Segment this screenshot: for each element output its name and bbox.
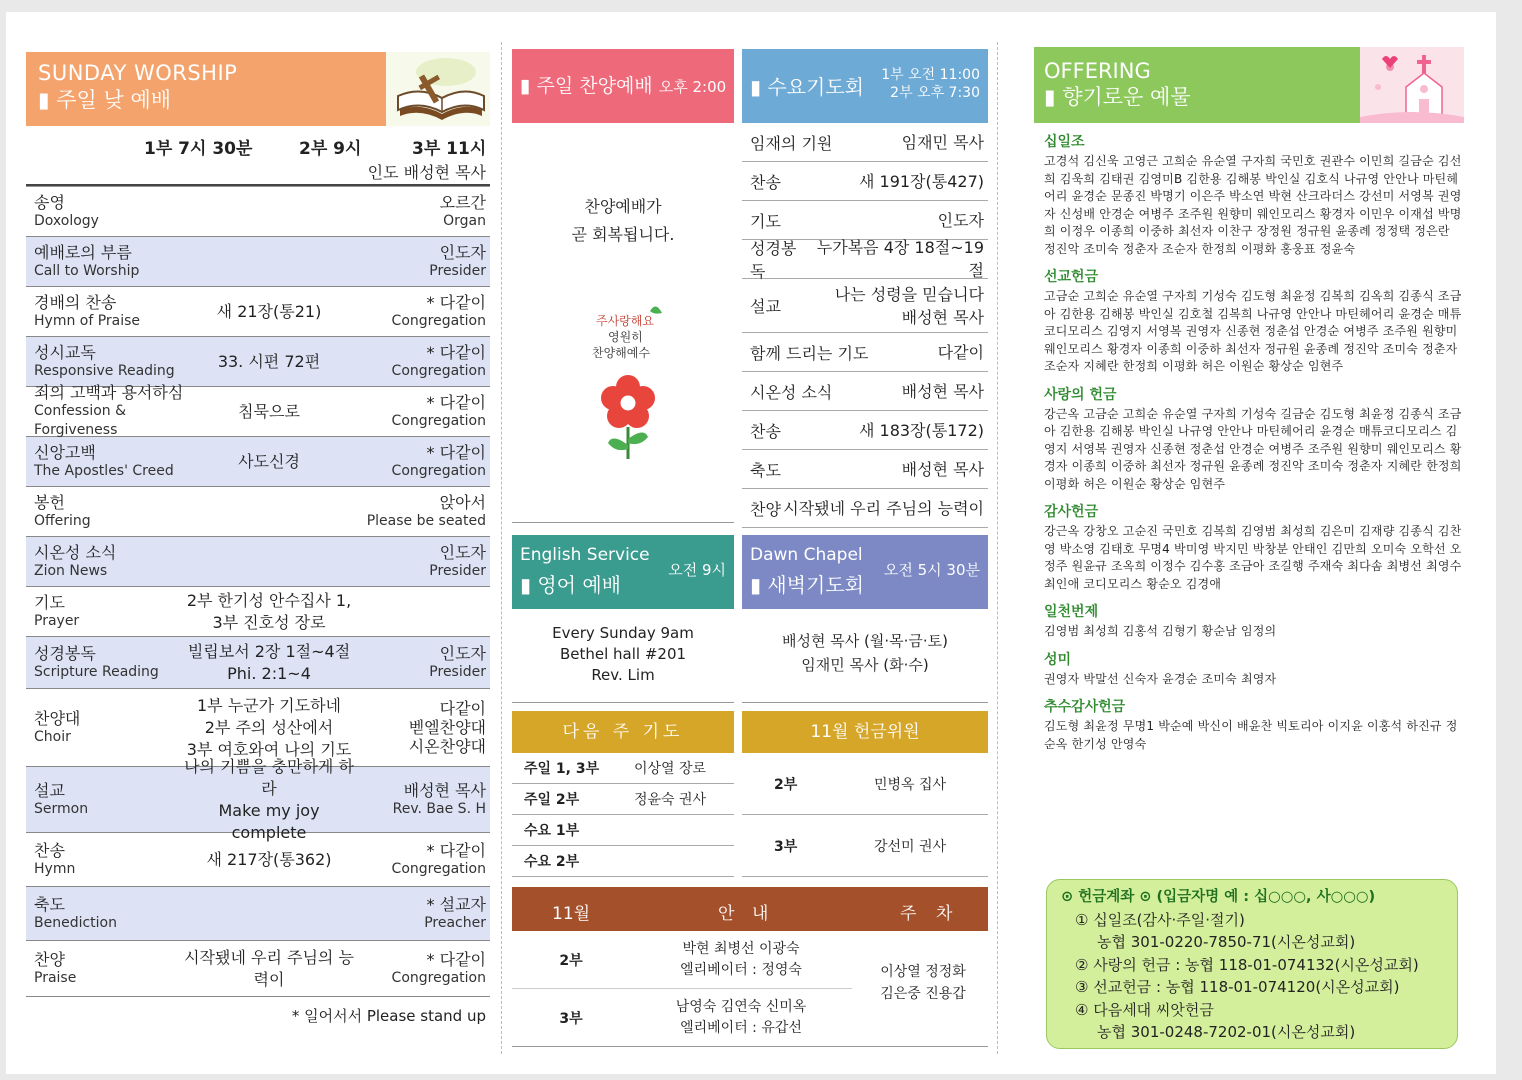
order-leader-ko: * 다같이 bbox=[426, 949, 486, 969]
dawn-chapel-info bbox=[742, 615, 988, 703]
guide-header-cha: 차 bbox=[936, 904, 953, 924]
order-row bbox=[26, 756, 490, 842]
order-item-label bbox=[34, 443, 184, 481]
order-leader-en: Please be seated bbox=[366, 512, 486, 529]
order-content-line: 2부 주의 성산에서 bbox=[204, 717, 334, 737]
order-item-content bbox=[184, 451, 354, 473]
offering-category bbox=[1034, 384, 1464, 494]
order-item-leader bbox=[354, 699, 486, 756]
time-third: 3부 11시 bbox=[412, 139, 487, 159]
english-line-1: Every Sunday 9am bbox=[552, 624, 694, 642]
english-line-2: Bethel hall #201 bbox=[559, 645, 687, 663]
wednesday-row bbox=[742, 123, 988, 162]
english-time: 오전 9시 bbox=[668, 561, 726, 579]
order-item-en: Benediction bbox=[34, 914, 117, 931]
wednesday-item: 찬송 bbox=[750, 172, 781, 192]
prayer-service: 주일 1, 3부 bbox=[524, 761, 600, 777]
parking-line-1: 이상열 정정화 bbox=[880, 964, 966, 980]
wednesday-item: 찬양 bbox=[750, 499, 781, 519]
order-leader-ko: 시온찬양대 bbox=[408, 737, 486, 756]
flower-caption-3: 찬양해예수 bbox=[592, 346, 650, 360]
wednesday-value bbox=[859, 419, 984, 442]
order-item-label bbox=[34, 709, 184, 747]
offering-category bbox=[1034, 649, 1464, 689]
order-content-line: 1부 누군가 기도하네 bbox=[197, 695, 341, 715]
wednesday-value-line: 나는 성령을 믿습니다 bbox=[834, 284, 984, 304]
praise-service-title: ▮ 주일 찬양예배 bbox=[520, 75, 653, 97]
guide-ushers: 남영숙 김연숙 신미옥 bbox=[675, 999, 807, 1015]
column-divider bbox=[997, 42, 998, 1054]
order-item-en: Call to Worship bbox=[34, 262, 140, 279]
order-leader-ko: * 다같이 bbox=[426, 840, 486, 860]
wednesday-row bbox=[742, 489, 988, 528]
order-item-label bbox=[34, 781, 184, 819]
offering-category-names: 고금순 고희순 유순열 구자희 기성숙 김도형 최윤정 김복희 김옥희 김종식 조금아 김한용 김해봉 박인실 김호철 김복희 나규영 안안나 마틴헤어리 윤경순 매튜코디모리스 김영지 서영복 권영자 신종현 정춘섭 안경순 여병주 조주원 원향미 웨인모리스 황경자 이종희 이중하 최선자 정규원 윤종례 정진악 조미숙 정춘자 조순자 지혜란 한정희 이평화 허은 이원순 황상순 임현주 bbox=[1044, 289, 1462, 373]
order-row bbox=[26, 437, 490, 487]
order-item-leader bbox=[354, 493, 486, 531]
wednesday-times bbox=[881, 66, 980, 102]
wednesday-value-line: 다같이 bbox=[937, 342, 984, 362]
bulletin-sheet bbox=[6, 12, 1496, 1074]
order-content-line: 새 21장(통21) bbox=[216, 301, 322, 321]
order-item-label bbox=[34, 644, 184, 682]
praise-service-time: 오후 2:00 bbox=[658, 78, 727, 96]
offering-category-names: 강근옥 고금순 고희순 유순열 구자희 기성숙 길금순 김도형 최윤정 김종식 조금아 김한용 김해봉 박인실 나규영 안안나 마틴헤어리 윤경순 매튜코디모리스 김영지 서영복 권영자 신종현 정춘섭 안경순 여병주 조주원 원향미 웨인모리스 황경자 이종희 이중하 최선자 정규원 윤종례 정진악 조미숙 정춘자 지혜란 한정희 이평화 허은 이원순 황상순 임현주 bbox=[1044, 406, 1462, 491]
order-leader-ko: 배성현 목사 bbox=[403, 780, 486, 800]
order-item-content bbox=[184, 947, 354, 991]
wednesday-item: 성경봉독 bbox=[750, 239, 797, 281]
order-item-en: Sermon bbox=[34, 800, 89, 817]
guide-row-staff bbox=[630, 997, 852, 1039]
praise-message bbox=[512, 193, 734, 249]
offering-committee-table bbox=[742, 753, 988, 877]
dawn-chapel-header bbox=[742, 535, 988, 609]
order-item-en: Confession & Forgiveness bbox=[34, 403, 127, 438]
order-leader-en: Congregation bbox=[391, 969, 486, 986]
praise-service-box bbox=[512, 123, 734, 523]
order-item-leader bbox=[354, 841, 486, 879]
order-leader-ko: 오르간 bbox=[439, 192, 486, 212]
offering-categories bbox=[1034, 131, 1464, 753]
service-times bbox=[26, 132, 490, 160]
order-row bbox=[26, 487, 490, 537]
offering-section bbox=[1034, 47, 1464, 1041]
wednesday-value bbox=[902, 131, 984, 154]
offering-category-names: 고경석 김신욱 고영근 고희순 유순열 구자희 국민호 권관수 이민희 길금순 김선희 김욱희 김태권 김영미B 김한용 김해봉 박인실 김호식 나규영 안안나 마틴헤어리 윤경순 문종진 박명기 이은주 박소연 박현 산크라더스 강선미 서영복 권영자 신성배 안경순 여병주 조주원 원향미 웨인모리스 황경자 이민우 이재섭 박명희 이정우 이종희 이중하 최선자 이찬구 장정원 정규원 윤종례 정정택 정은란 정진악 조미숙 정춘자 조순자 한정희 이평화 홍웅표 정윤숙 bbox=[1044, 154, 1462, 256]
order-item-content bbox=[184, 590, 354, 634]
order-item-ko: 기도 bbox=[34, 592, 65, 612]
wednesday-value-line: 임재민 목사 bbox=[901, 132, 984, 152]
offering-category bbox=[1034, 266, 1464, 376]
order-item-en: Scripture Reading bbox=[34, 663, 159, 680]
order-row bbox=[26, 637, 490, 689]
bank-line: 농협 301-0220-7850-71(시온성교회) bbox=[1097, 933, 1356, 951]
order-leader-ko: 앉아서 bbox=[439, 492, 486, 512]
order-item-label bbox=[34, 593, 184, 631]
order-leader-en: Preacher bbox=[424, 914, 486, 931]
prayer-service: 주일 2부 bbox=[524, 792, 580, 808]
committee-service: 2부 bbox=[774, 776, 798, 793]
order-leader-en: Rev. Bae S. H bbox=[392, 800, 486, 817]
order-content-line: 2부 한기성 안수집사 1, 3부 진호성 장로 bbox=[186, 590, 352, 632]
order-row bbox=[26, 187, 490, 237]
order-item-label bbox=[34, 543, 184, 581]
committee-person: 민병옥 집사 bbox=[873, 776, 947, 793]
wednesday-value-line: 누가복음 4장 18절~19절 bbox=[816, 238, 984, 280]
wednesday-item: 찬송 bbox=[750, 421, 781, 441]
order-item-leader bbox=[354, 193, 486, 231]
order-content-line: 사도신경 bbox=[238, 451, 300, 471]
order-item-ko: 찬송 bbox=[34, 840, 65, 860]
order-item-leader bbox=[354, 895, 486, 933]
order-item-content bbox=[184, 301, 354, 323]
order-leader-en: Presider bbox=[429, 663, 486, 680]
order-item-label bbox=[34, 383, 184, 440]
guide-row-staff bbox=[630, 939, 852, 981]
order-item-label bbox=[34, 343, 184, 381]
wednesday-row bbox=[742, 240, 988, 279]
order-leader-en: Presider bbox=[429, 262, 486, 279]
order-item-en: Offering bbox=[34, 512, 91, 529]
guide-row-service: 3부 bbox=[559, 1011, 583, 1027]
order-item-label bbox=[34, 841, 184, 879]
offering-category-names: 김도형 최윤정 무명1 박순예 박신이 배윤찬 빅토리아 이지윤 이홍석 하진규 정순옥 한기성 안영숙 bbox=[1044, 719, 1458, 751]
order-item-leader bbox=[354, 781, 486, 819]
order-content-line: 빌립보서 2장 1절~4절 bbox=[187, 641, 351, 661]
order-item-label bbox=[34, 193, 184, 231]
order-item-label bbox=[34, 895, 184, 933]
dawn-line-2: 임재민 목사 (화·수) bbox=[801, 656, 929, 674]
offering-title-en: OFFERING bbox=[1044, 59, 1151, 83]
guide-header-nae: 내 bbox=[752, 904, 769, 924]
wednesday-order bbox=[742, 123, 988, 528]
wednesday-value bbox=[902, 380, 984, 403]
order-leader-ko: 다같이 bbox=[439, 699, 486, 718]
flower-caption-1: 주사랑해요 bbox=[596, 314, 654, 328]
wednesday-value bbox=[938, 341, 984, 364]
order-item-content bbox=[184, 351, 354, 373]
dawn-line-1: 배성현 목사 (월·목·금·토) bbox=[782, 632, 948, 650]
order-leader-en: Congregation bbox=[391, 362, 486, 379]
order-row bbox=[26, 383, 490, 438]
bank-line: ④ 다음세대 씨앗헌금 bbox=[1075, 1000, 1214, 1019]
order-row bbox=[26, 287, 490, 337]
order-item-ko: 봉헌 bbox=[34, 492, 65, 512]
order-row bbox=[26, 587, 490, 637]
guide-row-service: 2부 bbox=[559, 952, 583, 969]
offering-category bbox=[1034, 601, 1464, 641]
order-leader-ko: * 다같이 bbox=[426, 442, 486, 462]
order-item-ko: 찬양 bbox=[34, 949, 65, 969]
bank-line: ① 십일조(감사·주일·절기) bbox=[1075, 910, 1245, 929]
order-item-label bbox=[34, 493, 184, 531]
order-item-leader bbox=[354, 950, 486, 988]
offering-header bbox=[1034, 47, 1464, 123]
bible-illustration-icon bbox=[386, 52, 490, 126]
guide-header-ju: 주 bbox=[900, 904, 917, 924]
order-leader-ko: * 다같이 bbox=[426, 342, 486, 362]
order-of-worship bbox=[26, 186, 490, 997]
order-content-line: 새 217장(통362) bbox=[206, 849, 332, 869]
wednesday-value bbox=[938, 209, 984, 232]
committee-row bbox=[742, 753, 988, 815]
order-leader-en: Congregation bbox=[391, 860, 486, 877]
order-item-en: Hymn bbox=[34, 860, 76, 877]
offering-category-title: 성미 bbox=[1044, 651, 1072, 668]
prayer-row bbox=[512, 846, 734, 877]
flower-illustration-icon bbox=[582, 303, 672, 463]
order-item-ko: 성경봉독 bbox=[34, 643, 96, 663]
order-content-line: Make my joy complete bbox=[218, 800, 320, 842]
wednesday-row bbox=[742, 333, 988, 372]
order-leader-ko: 벧엘찬양대 bbox=[408, 718, 486, 737]
order-item-ko: 설교 bbox=[34, 780, 65, 800]
order-item-leader bbox=[354, 443, 486, 481]
prayer-service: 수요 1부 bbox=[524, 823, 580, 839]
order-content-line: 침묵으로 bbox=[238, 401, 300, 421]
offering-category bbox=[1034, 696, 1464, 753]
order-item-leader bbox=[354, 393, 486, 431]
order-item-content bbox=[184, 756, 354, 844]
wednesday-row bbox=[742, 450, 988, 489]
order-item-content bbox=[184, 849, 354, 871]
order-leader-ko: 인도자 bbox=[439, 542, 486, 562]
order-leader-ko: * 설교자 bbox=[426, 894, 486, 914]
order-item-content bbox=[184, 401, 354, 423]
order-leader-en: Presider bbox=[429, 562, 486, 579]
order-item-leader bbox=[354, 543, 486, 581]
worship-leader: 인도 배성현 목사 bbox=[26, 160, 490, 186]
order-item-en: Choir bbox=[34, 728, 71, 745]
praise-service-header bbox=[512, 49, 734, 123]
order-item-en: Praise bbox=[34, 969, 77, 986]
order-item-en: Doxology bbox=[34, 212, 99, 229]
offering-category bbox=[1034, 131, 1464, 258]
offering-category-title: 일천번제 bbox=[1044, 604, 1099, 620]
english-title-ko: ▮ 영어 예배 bbox=[520, 573, 622, 597]
guide-header-an: 안 bbox=[718, 904, 735, 924]
offering-category bbox=[1034, 501, 1464, 593]
order-row bbox=[26, 887, 490, 941]
next-prayer-table bbox=[512, 753, 734, 877]
wednesday-value bbox=[859, 170, 984, 193]
order-leader-ko: * 다같이 bbox=[426, 292, 486, 312]
order-item-content bbox=[184, 641, 354, 685]
order-item-ko: 경배의 찬송 bbox=[34, 292, 117, 312]
order-item-en: Zion News bbox=[34, 562, 108, 579]
order-leader-ko: 인도자 bbox=[439, 643, 486, 663]
offering-category-names: 김영범 최성희 김홍석 김형기 황순남 임정의 bbox=[1044, 624, 1277, 638]
committee-person: 강선미 권사 bbox=[873, 838, 947, 855]
prayer-row bbox=[512, 784, 734, 815]
guide-row bbox=[512, 989, 852, 1047]
order-item-ko: 죄의 고백과 용서하심 bbox=[34, 383, 184, 402]
praise-message-line-2: 곧 회복됩니다. bbox=[571, 225, 675, 244]
wednesday-value-line: 시작됐네 우리 주님의 능력이 bbox=[783, 498, 984, 518]
wednesday-item: 설교 bbox=[750, 297, 781, 316]
order-leader-en: Organ bbox=[443, 212, 486, 229]
wednesday-value-line: 새 183장(통172) bbox=[858, 420, 984, 440]
offering-title-ko: ▮ 향기로운 예물 bbox=[1044, 85, 1191, 109]
stand-up-note: * 일어서서 Please stand up bbox=[291, 1007, 486, 1025]
wednesday-row bbox=[742, 372, 988, 411]
sunday-worship-section bbox=[26, 52, 490, 1026]
wednesday-row bbox=[742, 201, 988, 240]
order-leader-en: Congregation bbox=[391, 462, 486, 479]
dawn-title-en: Dawn Chapel bbox=[750, 545, 863, 565]
order-content-line: Phi. 2:1~4 bbox=[227, 663, 311, 683]
english-title-en: English Service bbox=[520, 545, 650, 565]
offering-category-title: 십일조 bbox=[1044, 134, 1085, 150]
order-item-content bbox=[184, 695, 354, 761]
order-item-leader bbox=[354, 293, 486, 331]
next-prayer-header: 다음 주 기도 bbox=[512, 711, 734, 753]
order-row bbox=[26, 237, 490, 287]
order-item-ko: 성시교독 bbox=[34, 342, 96, 362]
guide-elevator: 엘리베이터 : 정영숙 bbox=[680, 961, 802, 978]
offering-committee-header: 11월 헌금위원 bbox=[742, 711, 988, 753]
order-item-en: Prayer bbox=[34, 612, 80, 629]
wednesday-value bbox=[902, 458, 984, 481]
bank-line: 농협 301-0248-7202-01(시온성교회) bbox=[1097, 1023, 1356, 1041]
english-service-header bbox=[512, 535, 734, 609]
praise-message-line-1: 찬양예배가 bbox=[584, 197, 662, 216]
offering-category-title: 추수감사헌금 bbox=[1044, 699, 1126, 715]
wednesday-value bbox=[835, 283, 984, 329]
wednesday-row bbox=[742, 279, 988, 333]
column-divider bbox=[501, 42, 502, 1054]
dawn-time: 오전 5시 30분 bbox=[883, 561, 980, 579]
offering-category-names: 강근옥 강창오 고순진 국민호 김복희 김영범 최성희 김은미 김재량 김종식 김찬영 박소영 김태호 무명4 박미영 박지민 박창분 안태인 김만희 오미숙 오학선 오정주 원윤규 조옥희 이정수 김수홍 조금아 조길행 주재숙 최다솜 최병선 최영수 최인애 코디모리스 황순오 김경애 bbox=[1044, 524, 1462, 591]
offering-category-title: 선교헌금 bbox=[1044, 269, 1099, 285]
wednesday-value-line: 인도자 bbox=[937, 210, 984, 230]
order-item-ko: 시온성 소식 bbox=[34, 542, 117, 562]
order-item-ko: 찬양대 bbox=[34, 708, 81, 728]
wednesday-value-line: 배성현 목사 bbox=[901, 381, 984, 401]
wednesday-row bbox=[742, 162, 988, 201]
order-leader-ko: 인도자 bbox=[439, 242, 486, 262]
wednesday-value-line: 새 191장(통427) bbox=[858, 171, 984, 191]
order-leader-en: Congregation bbox=[391, 412, 486, 429]
flower-caption-2: 영원히 bbox=[608, 330, 643, 344]
offering-category-title: 사랑의 헌금 bbox=[1044, 386, 1117, 403]
church-illustration-icon bbox=[1360, 47, 1464, 123]
order-item-label bbox=[34, 950, 184, 988]
wednesday-value bbox=[783, 497, 984, 520]
guide-elevator: 엘리베이터 : 유갑선 bbox=[680, 1020, 802, 1036]
order-leader-ko: * 다같이 bbox=[426, 392, 486, 412]
order-row bbox=[26, 537, 490, 587]
order-item-en: Hymn of Praise bbox=[34, 312, 141, 329]
wednesday-value bbox=[809, 236, 984, 282]
order-row bbox=[26, 337, 490, 387]
wednesday-value-line: 배성현 목사 bbox=[901, 307, 984, 327]
prayer-person: 정윤숙 권사 bbox=[634, 792, 707, 808]
sunday-worship-title-en: SUNDAY WORSHIP bbox=[38, 61, 238, 85]
guide-row bbox=[512, 931, 852, 989]
order-leader-en: Congregation bbox=[391, 312, 486, 329]
order-item-ko: 송영 bbox=[34, 192, 65, 212]
order-content-line: 3부 여호와여 나의 기도 bbox=[186, 739, 352, 759]
order-item-ko: 신앙고백 bbox=[34, 442, 96, 462]
guide-header-month: 11월 bbox=[552, 904, 591, 924]
order-item-en: Responsive Reading bbox=[34, 362, 175, 379]
committee-row bbox=[742, 815, 988, 877]
wednesday-row bbox=[742, 411, 988, 450]
wednesday-item: 함께 드리는 기도 bbox=[750, 343, 869, 363]
sunday-worship-header bbox=[26, 52, 490, 126]
guide-ushers: 박현 최병선 이광숙 bbox=[682, 940, 800, 957]
guide-table bbox=[512, 931, 988, 1047]
wednesday-title: ▮ 수요기도회 bbox=[750, 75, 864, 99]
english-service-info bbox=[512, 615, 734, 703]
order-item-leader bbox=[354, 644, 486, 682]
committee-service: 3부 bbox=[774, 838, 798, 855]
order-content-line: 시작됐네 우리 주님의 능력이 bbox=[184, 947, 354, 989]
order-row bbox=[26, 941, 490, 997]
prayer-row bbox=[512, 815, 734, 846]
offering-category-title: 감사헌금 bbox=[1044, 504, 1099, 520]
wednesday-item: 임재의 기원 bbox=[750, 133, 833, 153]
sunday-worship-title-ko: ▮ 주일 낮 예배 bbox=[38, 88, 172, 112]
order-item-leader bbox=[354, 343, 486, 381]
bank-line: ③ 선교헌금 : 농협 118-01-074120(시온성교회) bbox=[1075, 978, 1400, 996]
order-item-leader bbox=[354, 243, 486, 281]
dawn-title-ko: ▮ 새벽기도회 bbox=[750, 573, 864, 597]
wednesday-value-line: 배성현 목사 bbox=[901, 459, 984, 479]
wednesday-item: 축도 bbox=[750, 460, 781, 480]
time-second: 2부 9시 bbox=[299, 139, 362, 159]
wednesday-time-2: 2부 오후 7:30 bbox=[890, 85, 980, 101]
order-item-ko: 축도 bbox=[34, 894, 65, 914]
order-item-label bbox=[34, 293, 184, 331]
order-item-en: The Apostles' Creed bbox=[34, 462, 174, 479]
time-first: 1부 7시 30분 bbox=[144, 139, 253, 159]
order-content-line: 33. 시편 72편 bbox=[217, 351, 321, 371]
bank-line: ② 사랑의 헌금 : 농협 118-01-074132(시온성교회) bbox=[1075, 955, 1419, 974]
wednesday-item: 기도 bbox=[750, 211, 781, 231]
guide-header bbox=[512, 887, 988, 931]
prayer-service: 수요 2부 bbox=[524, 854, 580, 870]
parking-staff bbox=[858, 961, 988, 1005]
prayer-person: 이상열 장로 bbox=[634, 761, 707, 777]
order-item-ko: 예배로의 부름 bbox=[34, 242, 132, 262]
prayer-row bbox=[512, 753, 734, 784]
wednesday-time-1: 1부 오전 11:00 bbox=[881, 67, 980, 83]
order-content-line: 나의 기쁨을 충만하게 하라 bbox=[184, 756, 354, 798]
wednesday-item: 시온성 소식 bbox=[750, 382, 833, 402]
parking-line-2: 김은중 진용갑 bbox=[880, 986, 966, 1002]
wednesday-service-header bbox=[742, 49, 988, 123]
offering-category-names: 권영자 박말선 신숙자 윤경순 조미숙 최영자 bbox=[1044, 671, 1277, 686]
bank-account-box bbox=[1046, 879, 1458, 1049]
order-item-label bbox=[34, 243, 184, 281]
english-line-3: Rev. Lim bbox=[591, 666, 655, 684]
bank-title: ⊙ 헌금계좌 ⊙ (입금자명 예 : 십○○○, 사○○○) bbox=[1061, 889, 1376, 905]
